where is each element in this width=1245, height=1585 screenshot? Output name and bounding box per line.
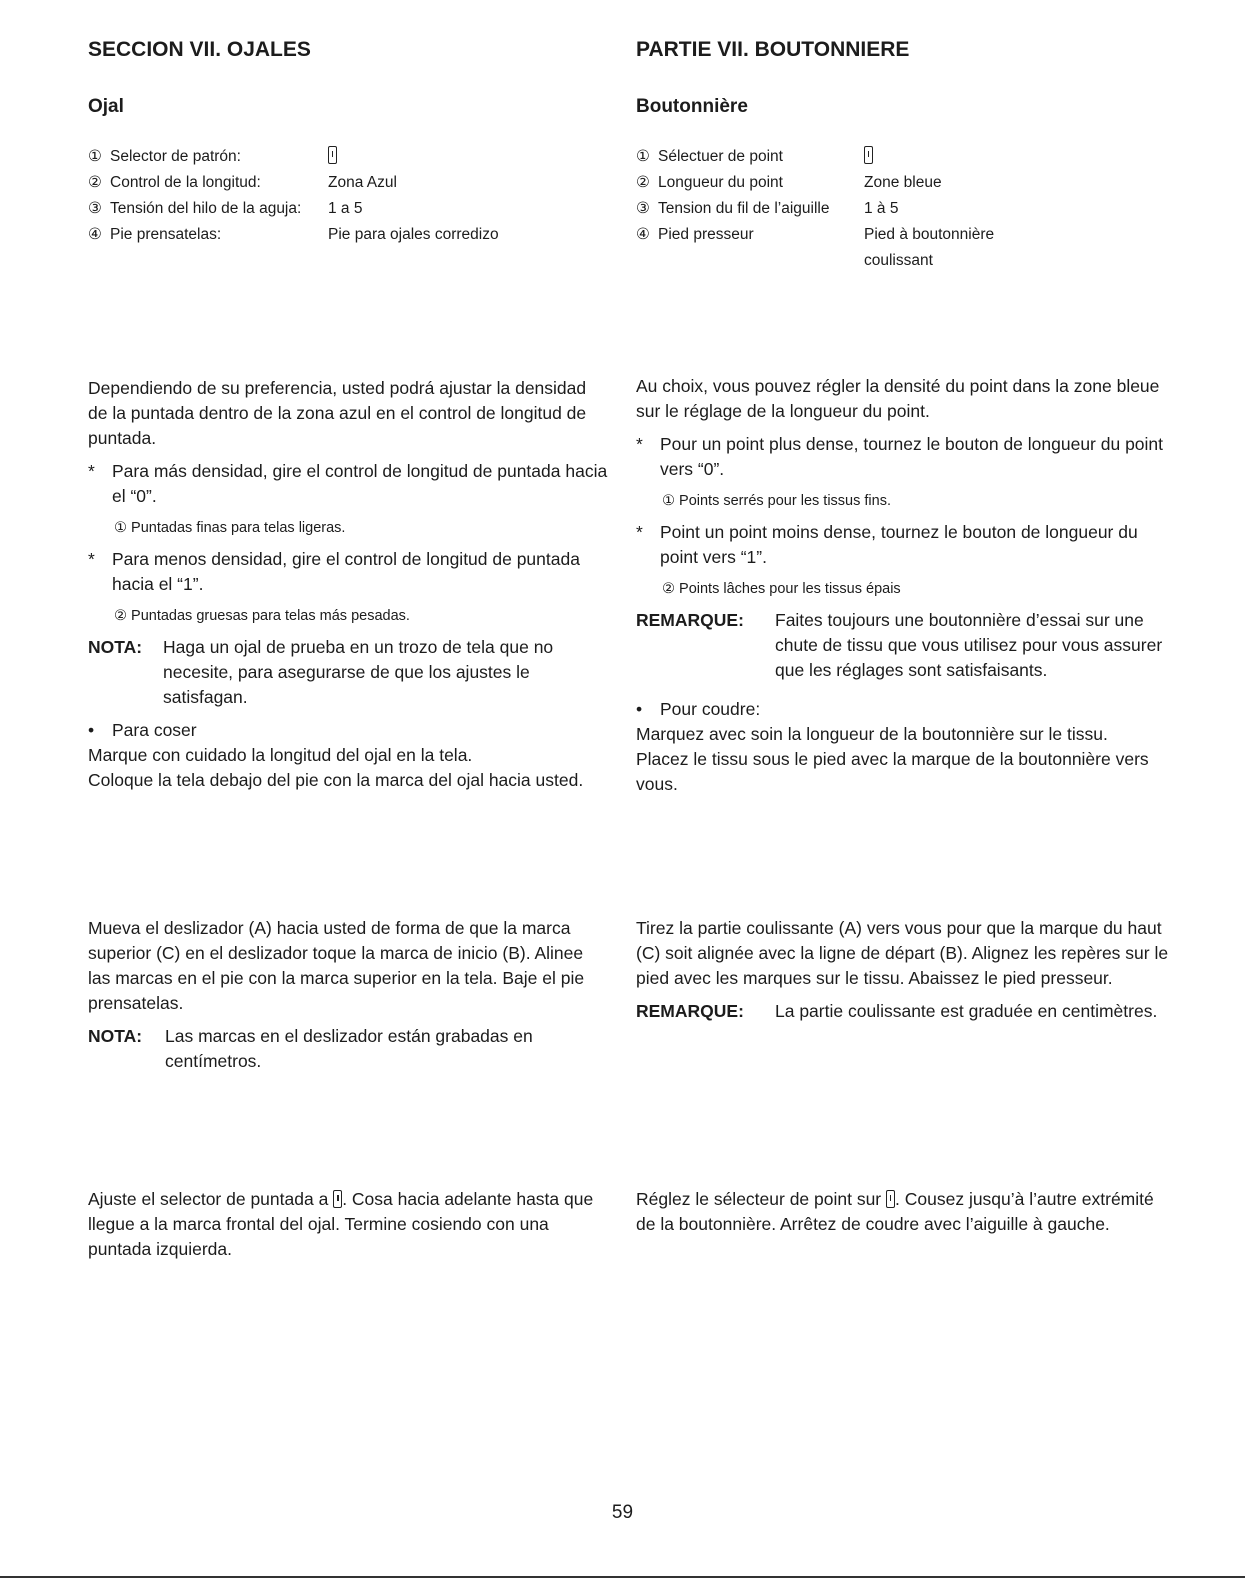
setting-value-continued: coulissant <box>864 252 933 269</box>
setting-value: Pied à boutonnière <box>864 226 995 243</box>
place-paragraph: Placez le tissu sous le pied avec la marque de la boutonnière vers vous. <box>636 749 1149 794</box>
section-title-es: SECCION VII. OJALES <box>88 38 311 61</box>
finish-block-fr <box>636 1187 1176 1237</box>
note-text: Haga un ojal de prueba en un trozo de tela que no necesite, para asegurarse de que los ajustes le satisfagan. <box>163 637 554 707</box>
setting-label: Pie prensatelas: <box>110 226 222 243</box>
mark-paragraph: Marquez avec soin la longueur de la boutonnière sur le tissu. <box>636 724 1108 744</box>
setting-row <box>88 144 499 170</box>
step-paragraph: Tirez la partie coulissante (A) vers vous pour que la marque du haut (C) soit alignée avec la ligne de départ (B). Alignez les repères sur le pied avec les marques sur le tissu. Abaissez le pied presseur. <box>636 918 1169 988</box>
setting-label: Tension du fil de l’aiguille <box>658 200 830 217</box>
density-block-fr <box>636 374 1176 797</box>
setting-label: Longueur du point <box>658 174 783 191</box>
bullet-item <box>636 697 1176 722</box>
setting-row <box>88 170 499 196</box>
setting-number: ④ <box>636 226 650 243</box>
step-paragraph <box>88 1187 608 1262</box>
note <box>636 608 1176 683</box>
note <box>636 999 1176 1024</box>
bullet-text: Para menos densidad, gire el control de longitud de puntada hacia el “1”. <box>112 549 580 594</box>
intro-paragraph: Au choix, vous pouvez régler la densité du point dans la zone bleue sur le réglage de la longueur du point. <box>636 376 1160 421</box>
bullet-item <box>88 718 608 743</box>
setting-row <box>88 222 499 248</box>
buttonhole-pattern-icon <box>864 146 873 164</box>
bullet-text: Para coser <box>112 720 197 740</box>
setting-row <box>636 144 994 170</box>
step-paragraph: Mueva el deslizador (A) hacia usted de forma de que la marca superior (C) en el deslizador toque la marca de inicio (B). Alinee las marcas en el pie con la marca superior en la tela. Baje el pie prensatelas. <box>88 918 585 1013</box>
note-label: NOTA: <box>88 1026 143 1046</box>
setting-number: ③ <box>88 200 102 217</box>
setting-value: 1 à 5 <box>864 200 899 217</box>
setting-number: ① <box>88 148 102 165</box>
bullet-star: * <box>88 549 95 569</box>
finish-block-es <box>88 1187 608 1262</box>
setting-label: Selector de patrón: <box>110 148 241 165</box>
setting-row <box>636 196 994 222</box>
note-label: REMARQUE: <box>636 1001 744 1021</box>
mark-paragraph: Marque con cuidado la longitud del ojal en la tela. <box>88 745 473 765</box>
setting-label: Control de la longitud: <box>110 174 261 191</box>
subtitle-es: Ojal <box>88 96 124 117</box>
density-block-es <box>88 376 608 793</box>
bullet-text: Pour coudre: <box>660 699 761 719</box>
buttonhole-pattern-icon <box>328 146 337 164</box>
subtitle-fr: Boutonnière <box>636 96 748 117</box>
page-number: 59 <box>611 1502 634 1523</box>
bullet-item <box>636 432 1176 482</box>
setting-value <box>864 144 873 170</box>
setting-row <box>88 196 499 222</box>
setting-row <box>636 248 994 274</box>
step-text-start: Réglez le sélecteur de point sur <box>636 1189 882 1209</box>
sub-note: ① Points serrés pour les tissus fins. <box>662 493 891 509</box>
setting-number: ② <box>636 174 650 191</box>
sub-note: ② Puntadas gruesas para telas más pesadas. <box>114 608 410 624</box>
bullet-text: Pour un point plus dense, tournez le bouton de longueur du point vers “0”. <box>660 434 1164 479</box>
bullet-text: Point un point moins dense, tournez le bouton de longueur du point vers “1”. <box>660 522 1138 567</box>
note-label: NOTA: <box>88 637 143 657</box>
setting-row <box>636 170 994 196</box>
section-title-fr: PARTIE VII. BOUTONNIERE <box>636 38 910 61</box>
bottom-rule <box>0 1576 1245 1578</box>
note-label: REMARQUE: <box>636 610 744 630</box>
sub-note: ① Puntadas finas para telas ligeras. <box>114 520 346 536</box>
sub-note: ② Points lâches pour les tissus épais <box>662 581 901 597</box>
setting-row <box>636 222 994 248</box>
setting-label: Pied presseur <box>658 226 754 243</box>
setting-value <box>328 144 337 170</box>
setting-number: ③ <box>636 200 650 217</box>
buttonhole-pattern-icon <box>886 1190 895 1208</box>
setting-value: Zone bleue <box>864 174 942 191</box>
place-paragraph: Coloque la tela debajo del pie con la marca del ojal hacia usted. <box>88 770 584 790</box>
setting-label: Tensión del hilo de la aguja: <box>110 200 302 217</box>
step-paragraph <box>636 1187 1176 1237</box>
step-text-start: Ajuste el selector de puntada a <box>88 1189 329 1209</box>
bullet-item <box>88 547 608 597</box>
intro-paragraph: Dependiendo de su preferencia, usted podrá ajustar la densidad de la puntada dentro de la zona azul en el control de longitud de puntada. <box>88 378 587 448</box>
settings-list-fr <box>636 144 994 274</box>
bullet-star: * <box>636 434 643 454</box>
bullet-item <box>88 459 608 509</box>
settings-list-es <box>88 144 499 248</box>
note-text: Las marcas en el deslizador están grabadas en centímetros. <box>165 1026 533 1071</box>
slider-block-es <box>88 916 608 1074</box>
step-text-end: . Cosa hacia adelante hasta que llegue a la marca frontal del ojal. Termine cosiendo con una puntada izquierda. <box>88 1189 594 1259</box>
slider-block-fr <box>636 916 1176 1024</box>
setting-value: Pie para ojales corredizo <box>328 226 499 243</box>
bullet-dot: • <box>636 699 643 719</box>
bullet-star: * <box>636 522 643 542</box>
setting-number: ④ <box>88 226 102 243</box>
note-text: La partie coulissante est graduée en centimètres. <box>775 1001 1158 1021</box>
setting-value: Zona Azul <box>328 174 397 191</box>
step-text-end: . Cousez jusqu’à l’autre extrémité de la boutonnière. Arrêtez de coudre avec l’aiguille à gauche. <box>636 1189 1154 1234</box>
setting-number: ② <box>88 174 102 191</box>
setting-value: 1 a 5 <box>328 200 363 217</box>
bullet-star: * <box>88 461 95 481</box>
bullet-item <box>636 520 1176 570</box>
setting-label: Sélectuer de point <box>658 148 783 165</box>
buttonhole-pattern-icon <box>333 1190 342 1208</box>
bullet-dot: • <box>88 720 95 740</box>
bullet-text: Para más densidad, gire el control de longitud de puntada hacia el “0”. <box>112 461 608 506</box>
note <box>88 1024 608 1074</box>
note-text: Faites toujours une boutonnière d’essai sur une chute de tissu que vous utilisez pour vous assurer que les réglages sont satisfaisants. <box>775 610 1163 680</box>
note <box>88 635 608 710</box>
setting-number: ① <box>636 148 650 165</box>
